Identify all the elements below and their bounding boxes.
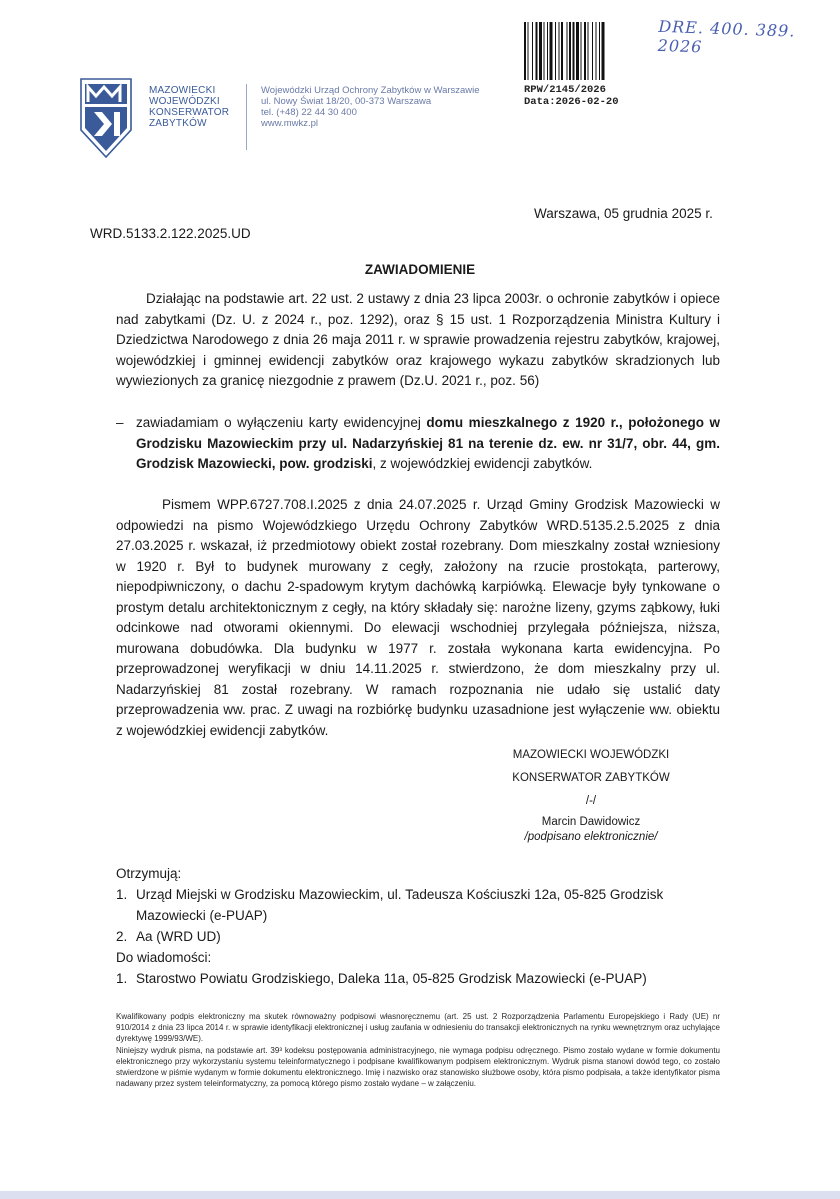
cc-number: 1. xyxy=(116,971,128,986)
recipient-item xyxy=(116,884,716,926)
recipient-item xyxy=(116,926,716,947)
decision-text xyxy=(136,413,720,475)
org-name-line: ZABYTKÓW xyxy=(149,118,207,129)
office-address xyxy=(261,85,480,129)
recipients xyxy=(116,863,716,989)
footnote-signature-law: Kwalifikowany podpis elektroniczny ma skutek równoważny podpisowi własnoręcznemu (art. 25 ust. 2 Rozporządzenia Parlamentu Europejskiego i Rady (UE) nr 910/2014 z dnia 23 lipca 2014 r. w sprawie identyfikacji elektronicznej i usług zaufania w odniesieniu do transakcji elektronicznych na rynku wewnętrznym oraz uchylające dyrektywę 1999/93/WE). xyxy=(116,1012,720,1044)
barcode xyxy=(522,20,630,82)
header-divider xyxy=(246,84,247,150)
recipient-number: 1. xyxy=(116,887,128,902)
footnote xyxy=(116,1011,720,1089)
decision-suffix: , z wojewódzkiej ewidencji zabytków. xyxy=(372,456,593,471)
office-street: ul. Nowy Świat 18/20, 00-373 Warszawa xyxy=(261,96,432,107)
justification-paragraph: Pismem WPP.6727.708.I.2025 z dnia 24.07.2025 r. Urząd Gminy Grodzisk Mazowiecki w odpowiedzi na pismo Wojewódzkiego Urzędu Ochrony Zabytków WRD.5135.2.5.2025 z dnia 27.03.2025 r. wskazał, iż przedmiotowy obiekt został rozebrany. Dom mieszkalny został wzniesiony w 1920 r. Był to budynek murowany z cegły, założony na rzucie prostokąta, parterowy, niepodpiwniczony, o dachu 2-spadowym krytym dachówką karpiówką. Elewacje były tynkowane o prostym detalu architektonicznym z cegły, na który składały się: narożne lizeny, gzyms ząbkowy, łuki odcinkowe nad otworami okiennymi. Do elewacji wschodniej przylegała późniejsza, niższa, murowana dobudówka. Dla budynku w 1977 r. została wykonana karta ewidencyjna. Po przeprowadzonej weryfikacji w dniu 14.11.2025 r. stwierdzono, że dom mieszkalny przy ul. Nadarzyńskiej 81 został rozebrany. W ramach rozpoznania nie udało się ustalić daty przeprowadzenia ww. prac. Z uwagi na rozbiórkę budynku uzasadnione jest wyłączenie ww. obiektu z wojewódzkiej ewidencji zabytków. xyxy=(116,497,720,738)
page-bottom-edge xyxy=(0,1191,840,1199)
signature-note: /podpisano elektronicznie/ xyxy=(524,831,658,843)
org-name-line: MAZOWIECKI xyxy=(149,85,216,96)
registration-date: Data:2026-02-20 xyxy=(524,96,619,108)
signature-mark: /-/ xyxy=(585,795,597,807)
office-name: Wojewódzki Urząd Ochrony Zabytków w Warszawie xyxy=(261,85,480,96)
org-name xyxy=(149,85,229,129)
recipient-number: 2. xyxy=(116,929,128,944)
footnote-printout-note: Niniejszy wydruk pisma, na podstawie art. 39³ kodeksu postępowania administracyjnego, nie wymaga podpisu odręcznego. Pismo zostało wydane w formie dokumentu elektronicznego przy wykorzystaniu systemu teleinformatycznego i podpisane kwalifikowanym podpisem elektronicznym. Wydruk pisma stanowi dowód tego, co zostało stwierdzone w piśmie wydanym w formie dokumentu elektronicznego. Imię i nazwisko oraz stanowisko służbowe osoby, która pismo podpisała, a także identyfikator pisma nadawany przez system teleinformatyczny, za pomocą którego pismo zostało wydane – w załączeniu. xyxy=(116,1045,720,1089)
dash-bullet: – xyxy=(116,415,124,430)
recipient-text: Urząd Miejski w Grodzisku Mazowieckim, ul. Tadeusza Kościuszki 12a, 05-825 Grodzisk Mazowiecki (e-PUAP) xyxy=(136,887,664,923)
org-name-line: WOJEWÓDZKI xyxy=(149,96,220,107)
place-date: Warszawa, 05 grudnia 2025 r. xyxy=(534,206,713,221)
recipient-text: Aa (WRD UD) xyxy=(136,929,221,944)
cc-item xyxy=(116,968,716,989)
decision-prefix: zawiadamiam o wyłączeniu karty ewidencyjnej xyxy=(136,415,427,430)
signatory-name: Marcin Dawidowicz xyxy=(541,816,641,828)
cc-text: Starostwo Powiatu Grodziskiego, Daleka 11a, 05-825 Grodzisk Mazowiecki (e-PUAP) xyxy=(136,971,647,986)
office-phone: tel. (+48) 22 44 30 400 xyxy=(261,107,357,118)
document-title: ZAWIADOMIENIE xyxy=(364,262,476,277)
org-name-line: KONSERWATOR xyxy=(149,107,230,118)
cc-heading: Do wiadomości: xyxy=(116,950,212,965)
institution-logo xyxy=(80,78,132,158)
signature-title-line1: MAZOWIECKI WOJEWÓDZKI xyxy=(512,749,670,761)
decision-item xyxy=(116,413,720,475)
registration-number: RPW/2145/2026 xyxy=(524,84,606,96)
legal-basis-paragraph: Działając na podstawie art. 22 ust. 2 ustawy z dnia 23 lipca 2003r. o ochronie zabytków i opiece nad zabytkami (Dz. U. z 2024 r., poz. 1292), oraz § 15 ust. 1 Rozporządzenia Ministra Kultury i Dziedzictwa Narodowego z dnia 26 maja 2011 r. w sprawie prowadzenia rejestru zabytków, krajowej, wojewódzkiej i gminnej ewidencji zabytków oraz krajowego wykazu zabytków skradzionych lub wywiezionych za granicę niezgodnie z prawem (Dz.U. 2021 r., poz. 56) xyxy=(116,291,720,388)
office-website: www.mwkz.pl xyxy=(261,118,319,129)
signature-block xyxy=(506,744,676,845)
handwritten-note: DRE. 400. 389. 2026 xyxy=(657,16,796,57)
signature-title-line2: KONSERWATOR ZABYTKÓW xyxy=(512,772,670,784)
registration-stamp xyxy=(524,84,619,108)
decision-object: domu mieszkalnego z 1920 r., położonego w Grodzisku Mazowieckim przy ul. Nadarzyńskiej 81 na terenie dz. ew. nr 31/7, obr. 44, gm. Grodzisk Mazowiecki, pow. grodziski xyxy=(136,415,721,471)
recipients-heading: Otrzymują: xyxy=(116,866,182,881)
case-number: WRD.5133.2.122.2025.UD xyxy=(90,226,251,241)
